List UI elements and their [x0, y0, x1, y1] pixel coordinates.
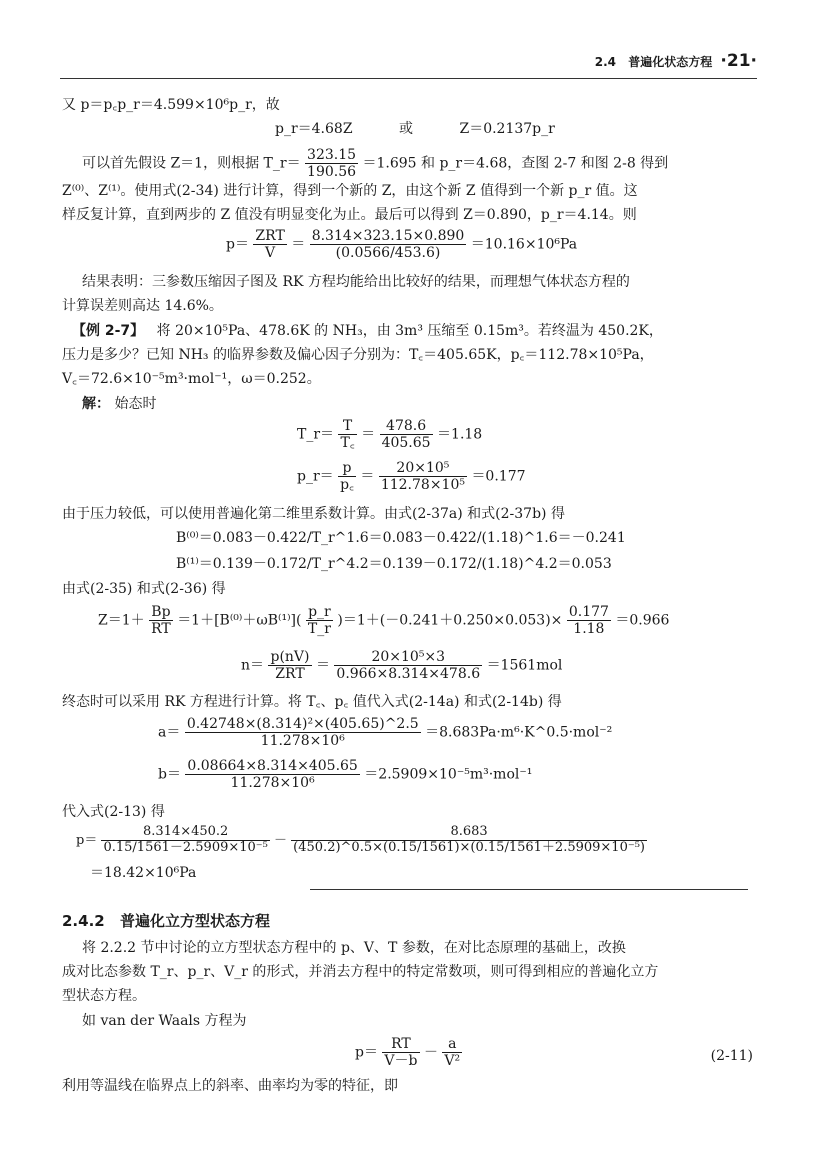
- equation-part: p＝: [76, 832, 98, 848]
- equation-part: p＝: [226, 236, 249, 253]
- equation: B⁽⁰⁾＝0.083－0.422/T_r^1.6＝0.083－0.422/(1.18)^1.6＝－0.241: [176, 530, 626, 546]
- text-line: [82, 147, 668, 180]
- equation-part: ＝1＋[B⁽⁰⁾＋ωB⁽¹⁾](: [177, 612, 302, 629]
- denominator: 190.56: [307, 164, 357, 181]
- denominator: (0.0566/453.6): [335, 245, 441, 262]
- numerator: p: [338, 460, 356, 477]
- equation: [241, 649, 562, 682]
- equation-part: ＝0.177: [471, 468, 526, 485]
- header-title: 普遍化状态方程: [628, 55, 713, 69]
- section-title: 普遍化立方型状态方程: [119, 912, 270, 930]
- numerator: 20×10⁵×3: [334, 649, 482, 666]
- solution-tag: 解：: [82, 396, 110, 412]
- example-line: [72, 324, 663, 338]
- denominator: 0.15/1561－2.5909×10⁻⁵: [103, 839, 268, 855]
- numerator: 323.15: [307, 147, 357, 163]
- denominator: 11.278×10⁶: [260, 733, 345, 750]
- fraction: [442, 1036, 462, 1069]
- denominator: V²: [444, 1053, 461, 1070]
- equation-part: ＝1561mol: [486, 657, 563, 674]
- text-part: 可以首先假设 Z＝1，则根据 T_r＝: [82, 155, 301, 172]
- fraction: [338, 418, 356, 451]
- text-line: V꜀＝72.6×10⁻⁵m³·mol⁻¹，ω＝0.252。: [62, 371, 321, 387]
- fraction: [334, 649, 482, 682]
- equation: B⁽¹⁾＝0.139－0.172/T_r^4.2＝0.139－0.172/(1.18)^4.2＝0.053: [176, 556, 612, 572]
- equation-part: ＝: [291, 236, 306, 253]
- denominator: 1.18: [573, 621, 605, 638]
- fraction: [306, 604, 333, 637]
- equation-part: ＝10.16×10⁶Pa: [470, 236, 578, 253]
- numerator: p(nV): [270, 649, 310, 665]
- numerator: 478.6: [380, 418, 433, 435]
- equation-part: a＝: [158, 724, 181, 741]
- equation-part: ＝0.966: [615, 612, 670, 629]
- equation-part: n＝: [241, 657, 265, 674]
- fraction: [101, 825, 269, 856]
- numerator: 20×10⁵: [379, 460, 467, 477]
- running-header: [595, 53, 757, 70]
- text-part: 将 20×10⁵Pa、478.6K 的 NH₃，由 3m³ 压缩至 0.15m³。若终温为 450.2K，: [156, 323, 663, 339]
- numerator: 0.08664×8.314×405.65: [187, 758, 358, 774]
- numerator: T: [338, 418, 356, 435]
- paragraph-line: 如 van der Waals 方程为: [82, 1013, 247, 1029]
- text-line: 由于压力较低，可以使用普遍化第二维里系数计算。由式(2-37a) 和式(2-37b) 得: [62, 506, 565, 522]
- equation-part: )＝1＋(－0.241＋0.250×0.053)×: [337, 612, 563, 629]
- numerator: 8.314×323.15×0.890: [311, 228, 465, 244]
- fraction: [268, 649, 311, 682]
- fraction: [338, 460, 356, 493]
- section-heading: [62, 914, 270, 929]
- numerator: 8.683: [291, 825, 647, 841]
- example-tag: 【例 2-7】: [72, 323, 145, 339]
- numerator: p_r: [306, 604, 333, 621]
- denominator: (450.2)^0.5×(0.15/1561)×(0.15/1561＋2.5909×10⁻⁵): [293, 839, 645, 855]
- equation-part: p＝: [355, 1044, 378, 1061]
- text-part: 始态时: [114, 396, 157, 412]
- equation-part: ＝8.683Pa·m⁶·K^0.5·mol⁻²: [425, 724, 613, 741]
- fraction: [185, 758, 359, 791]
- numerator: 0.177: [568, 604, 609, 620]
- fraction: [567, 604, 611, 637]
- fraction: [379, 460, 467, 493]
- equation-part: b＝: [158, 766, 181, 783]
- numerator: RT: [382, 1036, 419, 1053]
- denominator: V: [265, 245, 276, 262]
- denominator: ZRT: [275, 666, 305, 683]
- denominator: 112.78×10⁵: [380, 477, 465, 494]
- equation-part: p_r＝4.68Z: [275, 121, 353, 137]
- paragraph-line: 利用等温线在临界点上的斜率、曲率均为零的特征，即: [62, 1078, 398, 1094]
- equation: [76, 825, 647, 856]
- paragraph-line: 型状态方程。: [62, 988, 146, 1004]
- equation: [275, 122, 555, 136]
- equation-part: ＝: [361, 426, 376, 443]
- page-number: ·21·: [720, 51, 757, 71]
- fraction: [291, 825, 647, 856]
- denominator: 405.65: [381, 435, 431, 452]
- text-part: ＝1.695 和 p_r＝4.68，查图 2-7 和图 2-8 得到: [362, 155, 669, 172]
- text-line: 计算误差则高达 14.6%。: [62, 298, 223, 314]
- fraction: [185, 716, 421, 749]
- equation-part: Z＝0.2137p_r: [459, 121, 555, 137]
- denominator: V－b: [384, 1053, 418, 1070]
- equation-part: －: [423, 1044, 438, 1061]
- fraction: [380, 418, 433, 451]
- equation-part: T_r＝: [297, 426, 335, 443]
- equation: [297, 460, 526, 493]
- equation: [297, 418, 482, 451]
- equation-part: 或: [399, 121, 414, 137]
- text-line: 又 p＝p꜀p_r＝4.599×10⁶p_r，故: [62, 97, 280, 113]
- equation-part: ＝: [315, 657, 330, 674]
- fraction: [305, 147, 358, 180]
- equation: [355, 1036, 462, 1069]
- numerator: ZRT: [255, 228, 285, 244]
- text-line: 终态时可以采用 RK 方程进行计算。将 T꜀、p꜀ 值代入式(2-14a) 和式(2-14b) 得: [62, 694, 562, 710]
- text-line: Z⁽⁰⁾、Z⁽¹⁾。使用式(2-34) 进行计算，得到一个新的 Z，由这个新 Z 值得到一个新 p_r 值。这: [62, 183, 638, 199]
- fraction: [310, 228, 467, 261]
- header-section-number: 2.4: [594, 55, 617, 69]
- example-end-rule: [310, 889, 748, 890]
- solution-line: [82, 397, 156, 411]
- denominator: T_r: [307, 621, 331, 638]
- equation: [158, 716, 612, 749]
- text-line: 由式(2-35) 和式(2-36) 得: [62, 581, 226, 597]
- denominator: 0.966×8.314×478.6: [336, 666, 481, 683]
- fraction: [253, 228, 286, 261]
- fraction: [382, 1036, 419, 1069]
- equation-part: p_r＝: [297, 468, 334, 485]
- text-line: 代入式(2-13) 得: [62, 804, 165, 820]
- text-line: 压力是多少？已知 NH₃ 的临界参数及偏心因子分别为：T꜀＝405.65K，p꜀＝112.78×10⁵Pa，: [62, 347, 654, 363]
- equation: ＝18.42×10⁶Pa: [90, 865, 197, 881]
- equation: [158, 758, 532, 791]
- section-number: 2.4.2: [62, 912, 105, 930]
- paragraph-line: 将 2.2.2 节中讨论的立方型状态方程中的 p、V、T 参数，在对比态原理的基础上，改换: [82, 940, 626, 956]
- paragraph-line: 成对比态参数 T_r、p_r、V_r 的形式，并消去方程中的特定常数项，则可得到相应的普遍化立方: [62, 964, 659, 980]
- equation-part: ＝2.5909×10⁻⁵m³·mol⁻¹: [364, 766, 533, 783]
- numerator: 0.42748×(8.314)²×(405.65)^2.5: [186, 716, 419, 732]
- denominator: 11.278×10⁶: [230, 775, 315, 792]
- denominator: T꜀: [340, 435, 355, 452]
- numerator: Bp: [149, 604, 173, 621]
- numerator: a: [442, 1036, 462, 1053]
- text-line: 样反复计算，直到两步的 Z 值没有明显变化为止。最后可以得到 Z＝0.890，p_r＝4.14。则: [62, 207, 637, 223]
- denominator: p꜀: [340, 477, 354, 494]
- fraction: [149, 604, 173, 637]
- equation-part: ＝: [360, 468, 375, 485]
- equation: [98, 604, 669, 637]
- equation: [226, 228, 577, 261]
- equation-number: (2-11): [710, 1048, 753, 1064]
- numerator: 8.314×450.2: [101, 825, 269, 841]
- equation-part: ＝1.18: [437, 426, 483, 443]
- header-rule: [60, 78, 757, 79]
- denominator: RT: [151, 621, 171, 638]
- text-line: 结果表明：三参数压缩因子图及 RK 方程均能给出比较好的结果，而理想气体状态方程的: [82, 274, 630, 290]
- equation-part: －: [274, 832, 288, 848]
- equation-part: Z＝1＋: [98, 612, 145, 629]
